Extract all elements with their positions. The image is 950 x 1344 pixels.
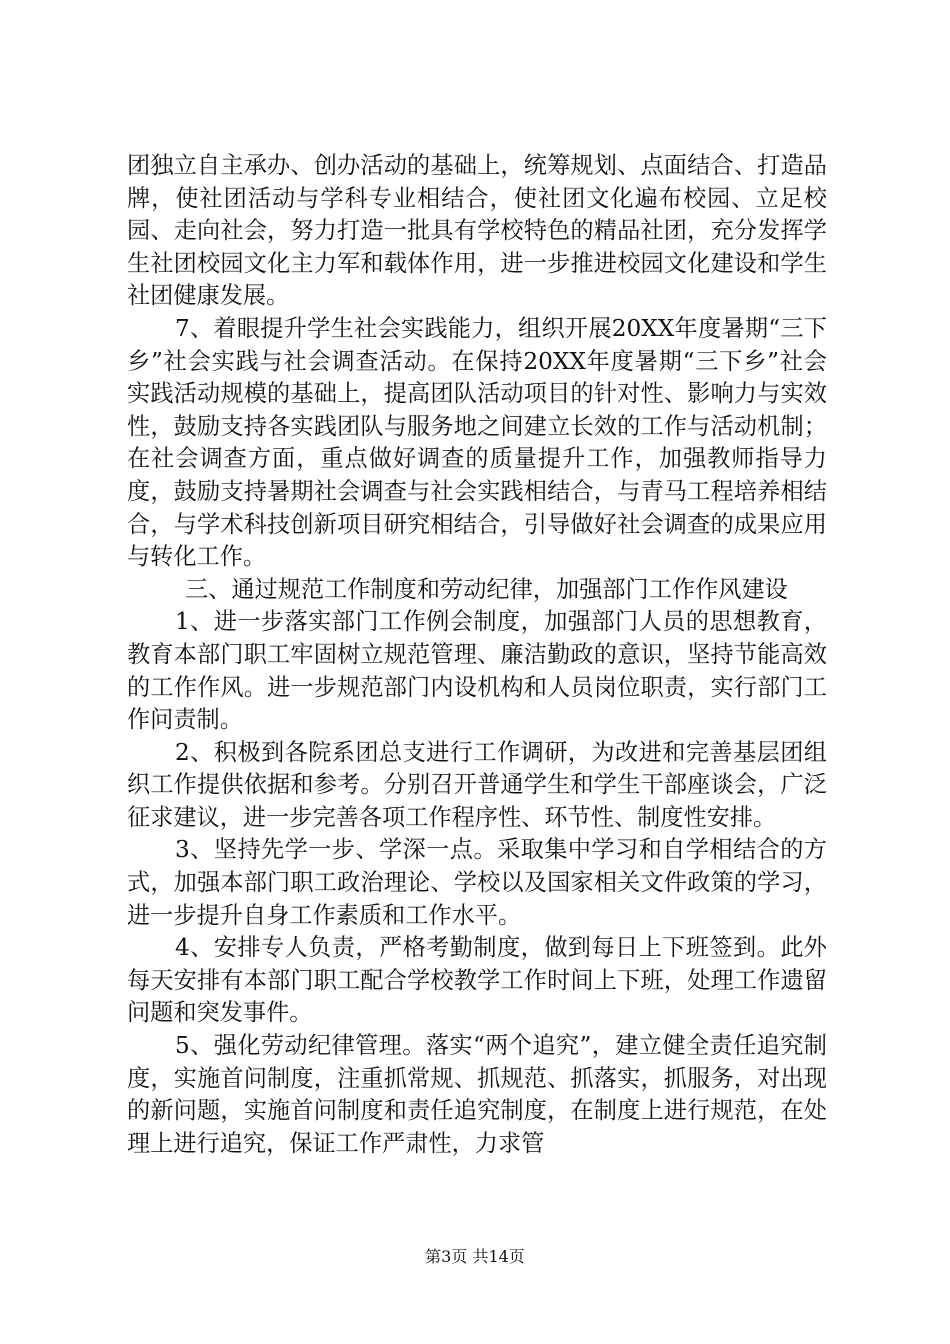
document-body	[127, 150, 827, 1160]
paragraph-item-2: 2、积极到各院系团总支进行工作调研，为改进和完善基层团组织工作提供依据和参考。分别召开普通学生和学生干部座谈会，广泛征求建议，进一步完善各项工作程序性、环节性、制度性安排。	[127, 738, 827, 831]
section-heading-3: 三、通过规范工作制度和劳动纪律，加强部门工作作风建设	[185, 575, 788, 603]
paragraph-continuation: 团独立自主承办、创办活动的基础上，统筹规划、点面结合、打造品牌，使社团活动与学科专业相结合，使社团文化遍布校园、立足校园、走向社会，努力打造一批具有学校特色的精品社团，充分发挥学生社团校园文化主力军和载体作用，进一步推进校园文化建设和学生社团健康发展。	[127, 152, 827, 310]
paragraph-item-7: 7、着眼提升学生社会实践能力，组织开展20XX年度暑期“三下乡”社会实践与社会调查活动。在保持20XX年度暑期“三下乡”社会实践活动规模的基础上，提高团队活动项目的针对性、影响力与实效性，鼓励支持各实践团队与服务地之间建立长效的工作与活动机制；在社会调查方面，重点做好调查的质量提升工作，加强教师指导力度，鼓励支持暑期社会调查与社会实践相结合，与青马工程培养相结合，与学术科技创新项目研究相结合，引导做好社会调查的成果应用与转化工作。	[127, 314, 827, 571]
paragraph-item-5: 5、强化劳动纪律管理。落实“两个追究”，建立健全责任追究制度，实施首问制度，注重抓常规、抓规范、抓落实，抓服务，对出现的新问题，实施首问制度和责任追究制度，在制度上进行规范，在处理上进行追究，保证工作严肃性，力求管	[127, 1032, 827, 1157]
paragraph-item-3: 3、坚持先学一步、学深一点。采取集中学习和自学相结合的方式，加强本部门职工政治理论、学校以及国家相关文件政策的学习，进一步提升自身工作素质和工作水平。	[127, 836, 827, 929]
paragraph-item-1: 1、进一步落实部门工作例会制度，加强部门人员的思想教育，教育本部门职工牢固树立规范管理、廉洁勤政的意识，坚持节能高效的工作作风。进一步规范部门内设机构和人员岗位职责，实行部门工作问责制。	[127, 608, 827, 734]
page-footer: 第3页 共14页	[425, 1247, 525, 1266]
paragraph-item-4: 4、安排专人负责，严格考勤制度，做到每日上下班签到。此外每天安排有本部门职工配合学校教学工作时间上下班，处理工作遗留问题和突发事件。	[127, 934, 827, 1027]
